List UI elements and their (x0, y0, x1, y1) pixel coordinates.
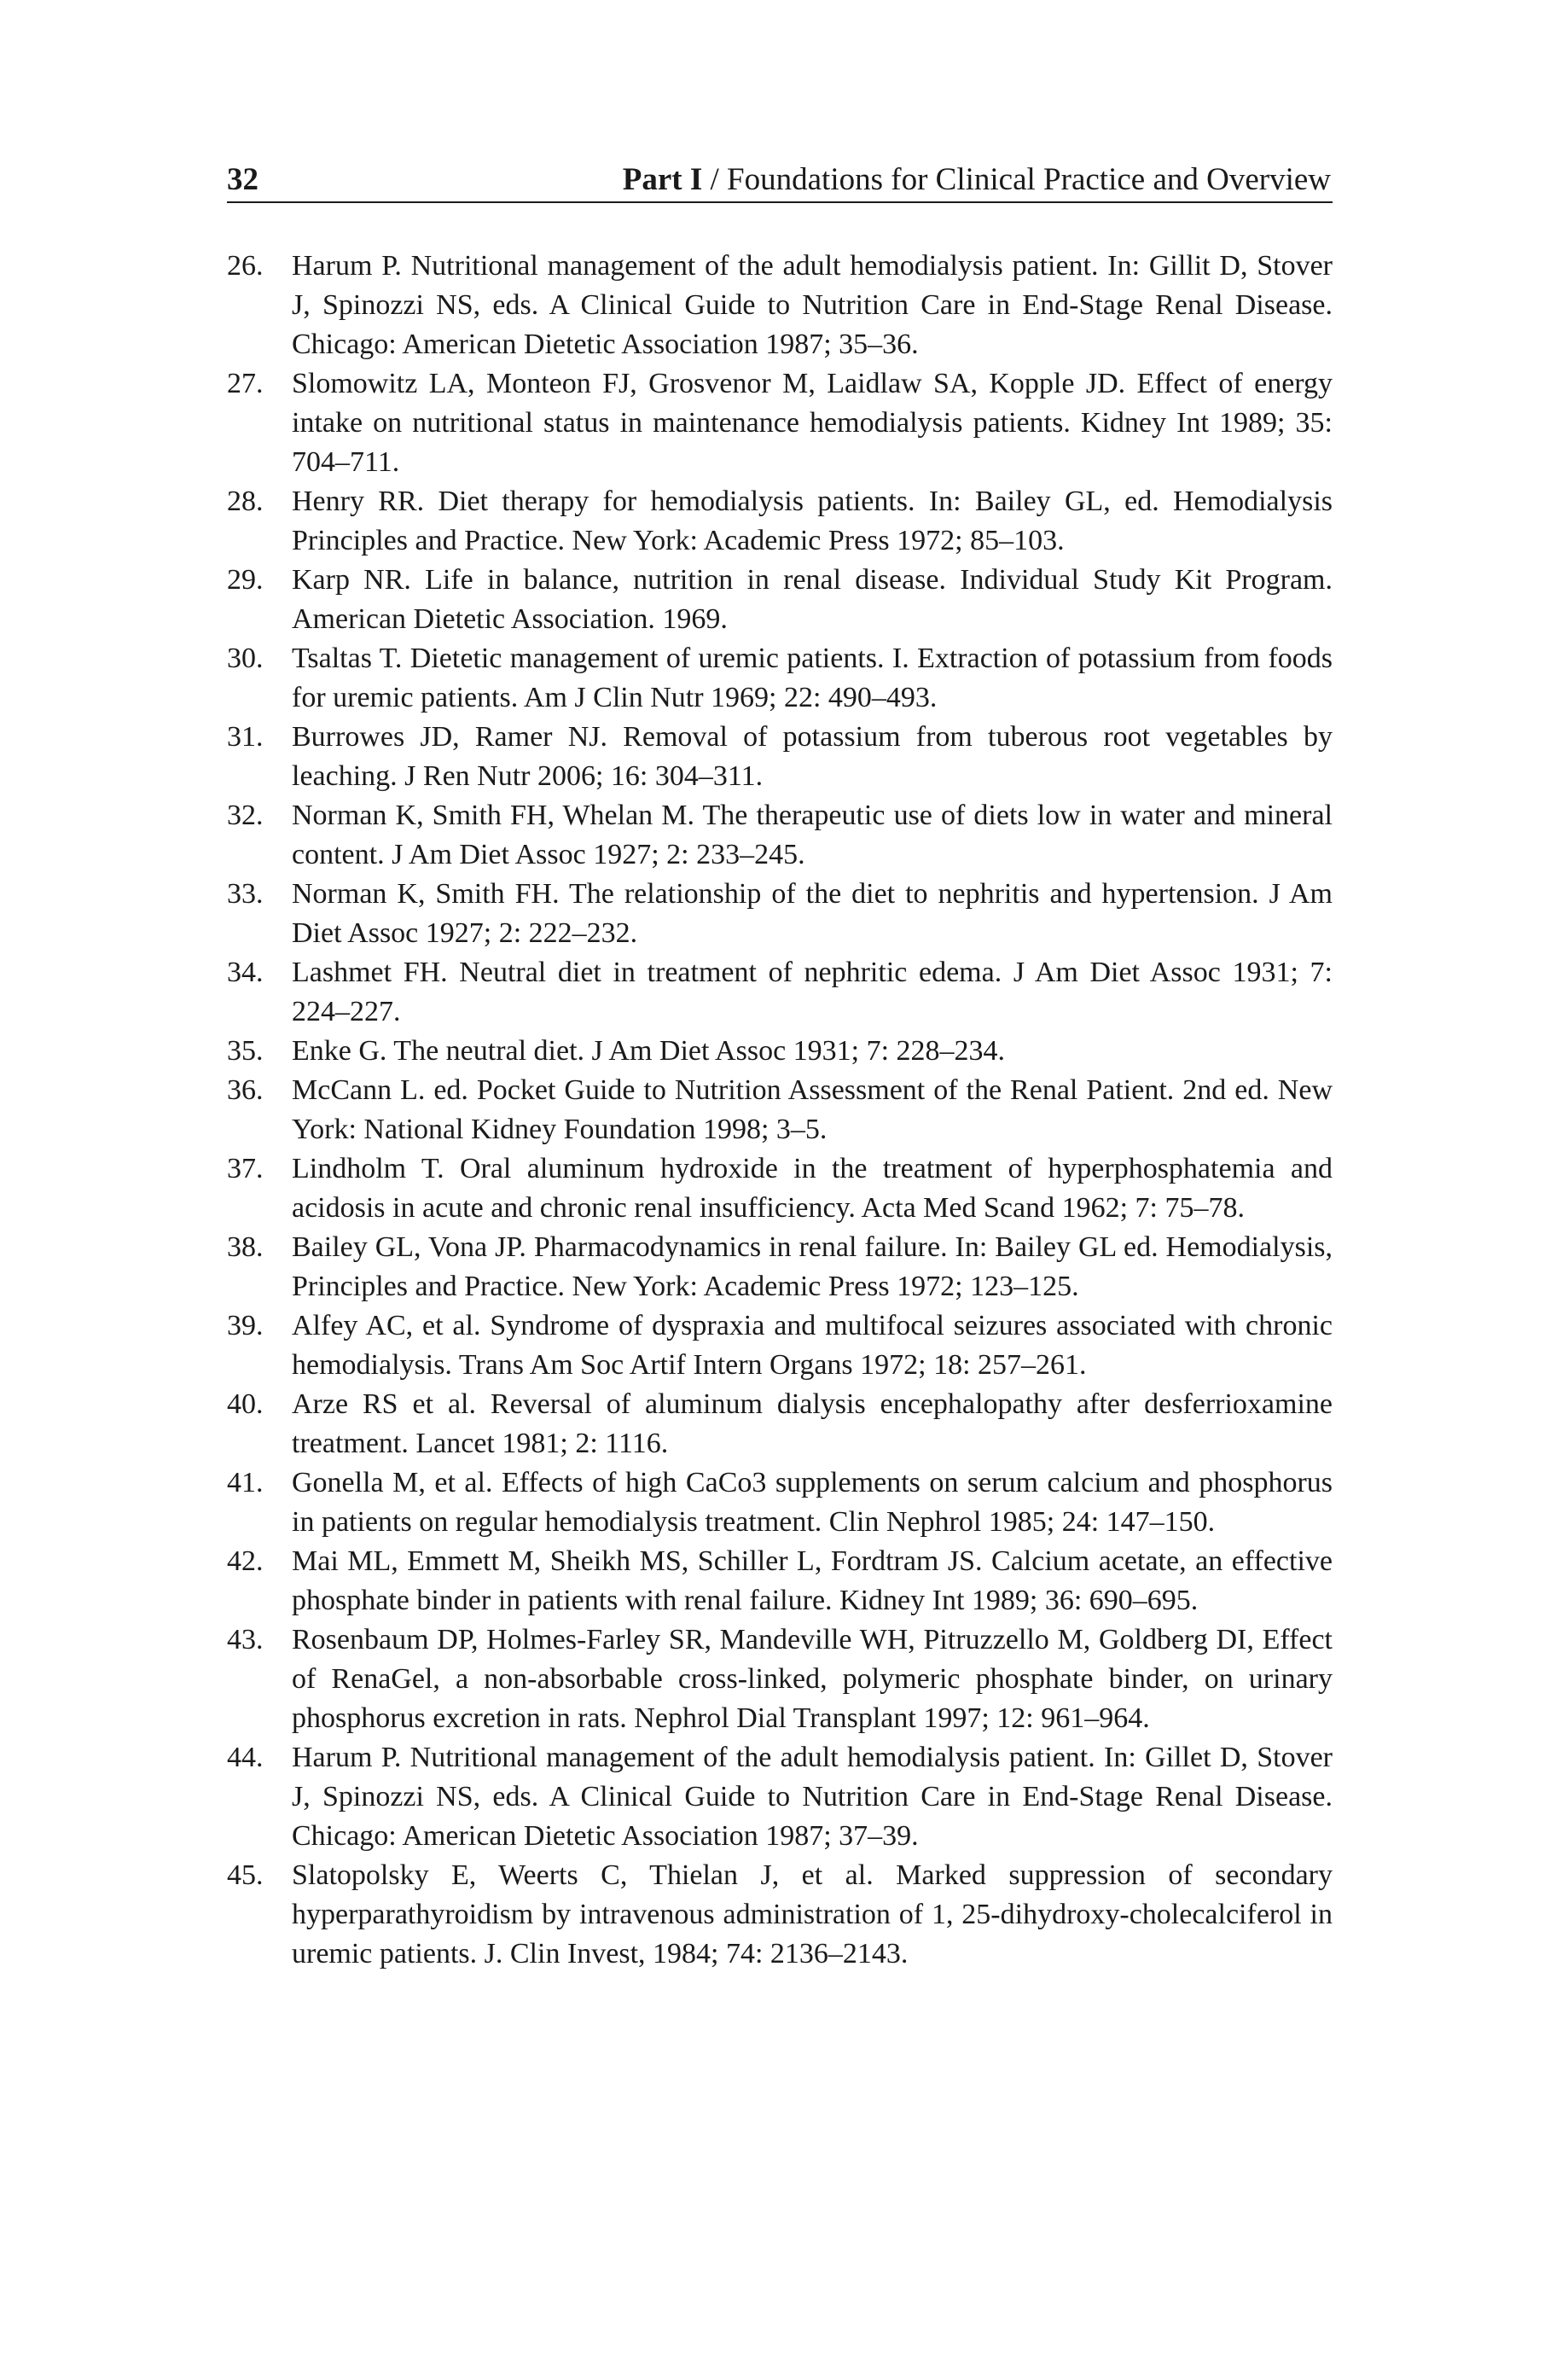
reference-number: 27. (227, 368, 264, 399)
reference-text: Norman K, Smith FH. The relationship of the diet to nephritis and hypertension. J Am Diet Assoc 1927; 2: 222–232. (292, 878, 1333, 949)
reference-item (227, 718, 1333, 796)
reference-item (227, 639, 1333, 718)
running-head (623, 161, 1331, 198)
reference-number: 39. (227, 1310, 264, 1341)
reference-number: 42. (227, 1545, 264, 1577)
reference-text: Slomowitz LA, Monteon FJ, Grosvenor M, Laidlaw SA, Kopple JD. Effect of energy intake on nutritional status in maintenance hemodialysis patients. Kidney Int 1989; 35: 704–711. (292, 368, 1333, 478)
reference-number: 43. (227, 1624, 264, 1655)
reference-text: Lindholm T. Oral aluminum hydroxide in the treatment of hyperphosphatemia and acidosis in acute and chronic renal insufficiency. Acta Med Scand 1962; 7: 75–78. (292, 1153, 1333, 1224)
reference-number: 45. (227, 1859, 264, 1891)
reference-number: 35. (227, 1035, 264, 1067)
reference-text: Harum P. Nutritional management of the adult hemodialysis patient. In: Gillit D, Stover J, Spinozzi NS, eds. A Clinical Guide to Nutrition Care in End-Stage Renal Disease. Chicago: American Dietetic Association 1987; 35–36. (292, 250, 1333, 360)
reference-item (227, 364, 1333, 482)
reference-item (227, 1620, 1333, 1738)
reference-item (227, 247, 1333, 364)
reference-number: 36. (227, 1074, 264, 1106)
reference-item (227, 1856, 1333, 1974)
page-number: 32 (227, 162, 258, 197)
reference-text: Arze RS et al. Reversal of aluminum dialysis encephalopathy after desferrioxamine treatment. Lancet 1981; 2: 1116. (292, 1388, 1333, 1459)
reference-number: 34. (227, 957, 264, 988)
reference-item (227, 1542, 1333, 1620)
reference-text: Karp NR. Life in balance, nutrition in renal disease. Individual Study Kit Program. American Dietetic Association. 1969. (292, 564, 1333, 635)
reference-text: Slatopolsky E, Weerts C, Thielan J, et al. Marked suppression of secondary hyperparathyroidism by intravenous administration of 1, 25-dihydroxy-cholecalciferol in uremic patients. J. Clin Invest, 1984; 74: 2136–2143. (292, 1859, 1333, 1969)
reference-item (227, 953, 1333, 1032)
reference-number: 29. (227, 564, 264, 596)
reference-number: 37. (227, 1153, 264, 1184)
part-label: Part I (622, 162, 703, 197)
reference-item (227, 1149, 1333, 1228)
reference-text: Mai ML, Emmett M, Sheikh MS, Schiller L, Fordtram JS. Calcium acetate, an effective phosphate binder in patients with renal failure. Kidney Int 1989; 36: 690–695. (292, 1545, 1333, 1616)
reference-text: Harum P. Nutritional management of the adult hemodialysis patient. In: Gillet D, Stover J, Spinozzi NS, eds. A Clinical Guide to Nutrition Care in End-Stage Renal Disease. Chicago: American Dietetic Association 1987; 37–39. (292, 1742, 1333, 1852)
reference-text: Burrowes JD, Ramer NJ. Removal of potassium from tuberous root vegetables by leaching. J Ren Nutr 2006; 16: 304–311. (292, 721, 1333, 792)
reference-text: Bailey GL, Vona JP. Pharmacodynamics in renal failure. In: Bailey GL ed. Hemodialysis, Principles and Practice. New York: Academic Press 1972; 123–125. (292, 1231, 1333, 1302)
reference-text: McCann L. ed. Pocket Guide to Nutrition Assessment of the Renal Patient. 2nd ed. New York: National Kidney Foundation 1998; 3–5. (292, 1074, 1333, 1145)
reference-item (227, 1463, 1333, 1542)
reference-text: Alfey AC, et al. Syndrome of dyspraxia and multifocal seizures associated with chronic hemodialysis. Trans Am Soc Artif Intern Organs 1972; 18: 257–261. (292, 1310, 1333, 1381)
reference-number: 31. (227, 721, 264, 753)
reference-number: 41. (227, 1467, 264, 1498)
reference-text: Tsaltas T. Dietetic management of uremic patients. I. Extraction of potassium from foods for uremic patients. Am J Clin Nutr 1969; 22: 490–493. (292, 643, 1333, 713)
reference-item (227, 482, 1333, 561)
reference-item (227, 1071, 1333, 1149)
reference-number: 32. (227, 800, 264, 831)
reference-item (227, 561, 1333, 639)
reference-number: 44. (227, 1742, 264, 1773)
reference-text: Rosenbaum DP, Holmes-Farley SR, Mandeville WH, Pitruzzello M, Goldberg DI, Effect of RenaGel, a non-absorbable cross-linked, polymeric phosphate binder, on urinary phosphorus excretion in rats. Nephrol Dial Transplant 1997; 12: 961–964. (292, 1624, 1333, 1734)
reference-item (227, 1738, 1333, 1856)
reference-number: 33. (227, 878, 264, 910)
reference-list (227, 247, 1333, 1974)
reference-number: 40. (227, 1388, 264, 1420)
reference-item (227, 875, 1333, 953)
reference-item (227, 1385, 1333, 1463)
reference-text: Enke G. The neutral diet. J Am Diet Assoc 1931; 7: 228–234. (292, 1035, 1006, 1067)
section-title: Foundations for Clinical Practice and Overview (727, 162, 1331, 197)
reference-item (227, 1228, 1333, 1306)
reference-number: 28. (227, 486, 264, 517)
running-head-separator: / (710, 162, 719, 197)
page-header (227, 159, 1333, 203)
reference-text: Gonella M, et al. Effects of high CaCo3 supplements on serum calcium and phosphorus in patients on regular hemodialysis treatment. Clin Nephrol 1985; 24: 147–150. (292, 1467, 1333, 1538)
reference-text: Lashmet FH. Neutral diet in treatment of nephritic edema. J Am Diet Assoc 1931; 7: 224–227. (292, 957, 1333, 1027)
reference-number: 38. (227, 1231, 264, 1263)
reference-item (227, 1306, 1333, 1385)
reference-number: 26. (227, 250, 264, 282)
reference-text: Henry RR. Diet therapy for hemodialysis patients. In: Bailey GL, ed. Hemodialysis Principles and Practice. New York: Academic Press 1972; 85–103. (292, 486, 1333, 556)
reference-text: Norman K, Smith FH, Whelan M. The therapeutic use of diets low in water and mineral content. J Am Diet Assoc 1927; 2: 233–245. (292, 800, 1333, 870)
reference-item (227, 1032, 1333, 1071)
reference-number: 30. (227, 643, 264, 674)
reference-item (227, 796, 1333, 875)
